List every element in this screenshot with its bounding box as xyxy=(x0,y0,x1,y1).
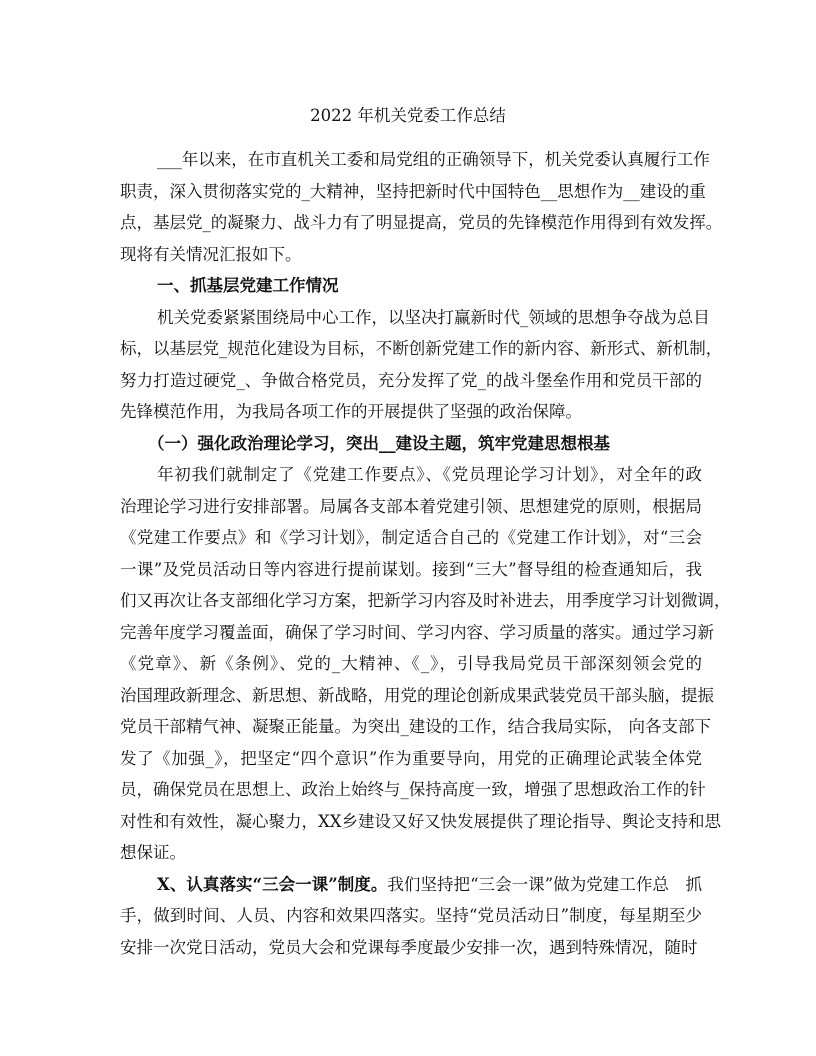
paragraph-line: 一课”及党员活动日等内容进行提前谋划。接到“三大”督导组的检查通知后，我 xyxy=(120,559,702,579)
paragraph-line: 想保证。 xyxy=(120,843,186,862)
paragraph-line: 治理论学习进行安排部署。局属各支部本着党建引领、思想建党的原则，根据局 xyxy=(120,496,702,516)
paragraph-lead: X、认真落实“三会一课”制度。 xyxy=(157,874,388,894)
paragraph-line: 机关党委紧紧围绕局中心工作，以坚决打赢新时代_领域的思想争夺战为总目 xyxy=(157,307,710,327)
document-body xyxy=(120,144,731,963)
paragraph-line: 们又再次让各支部细化学习方案，把新学习内容及时补进去，用季度学习计划微调， xyxy=(120,591,731,610)
paragraph-line: 手，做到时间、人员、内容和效果四落实。坚持“党员活动日”制度，每星期至少 xyxy=(120,906,702,925)
paragraph-line: 发了《加强_》，把坚定“四个意识”作为重要导向，用党的正确理论武装全体党 xyxy=(120,748,702,768)
paragraph-line: 标，以基层党_规范化建设为目标，不断创新党建工作的新内容、新形式、新机制， xyxy=(120,339,723,358)
paragraph-line: ___年以来，在市直机关工委和局党组的正确领导下，机关党委认真履行工作 xyxy=(157,150,710,169)
subsection-heading: （一）强化政治理论学习，突出__建设主题，筑牢党建思想根基 xyxy=(148,433,610,453)
paragraph-line: 先锋模范作用，为我局各项工作的开展提供了坚强的政治保障。 xyxy=(120,402,582,421)
paragraph-line: 安排一次党日活动，党员大会和党课每季度最少安排一次，遇到特殊情况，随时 xyxy=(120,937,698,957)
document-title: 2022 年机关党委工作总结 xyxy=(310,106,506,125)
paragraph-line: 完善年度学习覆盖面，确保了学习时间、学习内容、学习质量的落实。通过学习新 xyxy=(120,622,714,642)
paragraph-line xyxy=(120,869,702,901)
paragraph-line: 点，基层党_的凝聚力、战斗力有了明显提高，党员的先锋模范作用得到有效发挥。 xyxy=(120,213,723,232)
paragraph-line: 年初我们就制定了《党建工作要点》、《党员理论学习计划》，对全年的政 xyxy=(157,465,702,484)
paragraph-line: 对性和有效性，凝心聚力，XX乡建设又好又快发展提供了理论指导、舆论支持和思 xyxy=(120,811,721,831)
section-heading: 一、抓基层党建工作情况 xyxy=(157,276,339,295)
paragraph-line: 《党建工作要点》和《学习计划》，制定适合自己的《党建工作计划》，对“三会 xyxy=(120,528,702,547)
paragraph-line: 党员干部精气神、凝聚正能量。为突出_建设的工作，结合我局实际， 向各支部下 xyxy=(120,717,711,736)
paragraph-line: 现将有关情况汇报如下。 xyxy=(120,244,302,264)
paragraph-line-text: 我们坚持把“三会一课”做为党建工作总 抓 xyxy=(387,874,702,894)
paragraph-line: 员，确保党员在思想上、政治上始终与_保持高度一致，增强了思想政治工作的针 xyxy=(120,780,706,799)
paragraph-line: 努力打造过硬党_、争做合格党员，充分发挥了党_的战斗堡垒作用和党员干部的 xyxy=(120,370,702,390)
paragraph-line: 治国理政新理念、新思想、新战略，用党的理论创新成果武装党员干部头脑，提振 xyxy=(120,685,714,705)
paragraph-line: 职责，深入贯彻落实党的_大精神，坚持把新时代中国特色__思想作为__建设的重 xyxy=(120,181,706,201)
paragraph-line: 《党章》、新《条例》、党的_大精神、《_》，引导我局党员干部深刻领会党的 xyxy=(120,654,702,673)
